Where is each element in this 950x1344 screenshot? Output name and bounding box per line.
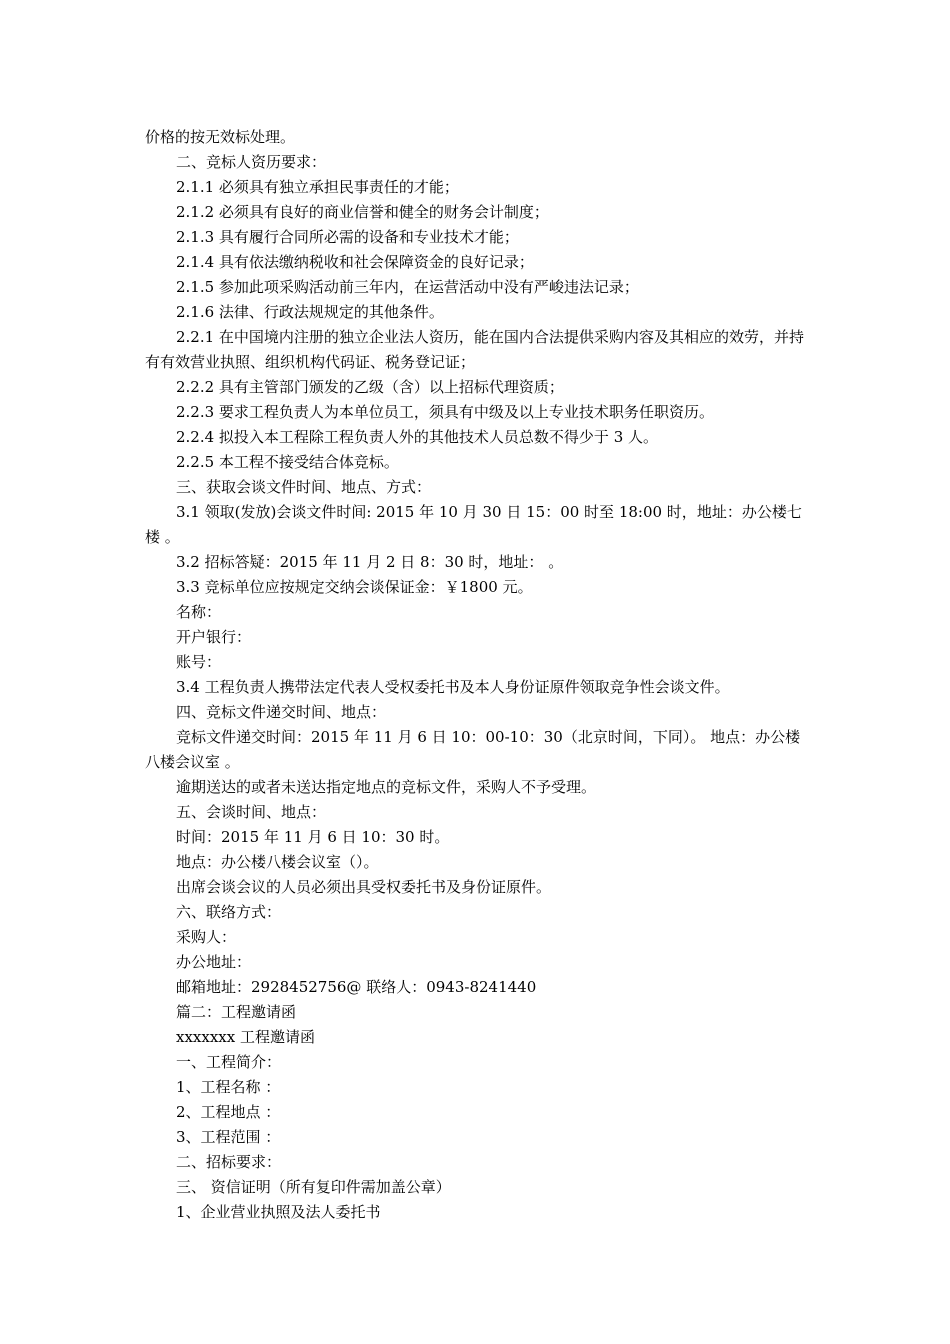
paragraph: 3.4 工程负责人携带法定代表人受权委托书及本人身份证原件领取竞争性会谈文件。 [176, 678, 730, 696]
paragraph: 二、竞标人资历要求： [176, 153, 327, 171]
paragraph: 2.2.1 在中国境内注册的独立企业法人资历，能在国内合法提供采购内容及其相应的效劳，并持有有效营业执照、组织机构代码证、税务登记证； [145, 328, 804, 371]
paragraph: 3、工程范围 ： [176, 1128, 281, 1146]
paragraph: 2.1.2 必须具有良好的商业信誉和健全的财务会计制度； [176, 203, 549, 221]
paragraph: 3.2 招标答疑：2015 年 11 月 2 日 8：30 时，地址： 。 [176, 553, 564, 571]
paragraph: 竞标文件递交时间：2015 年 11 月 6 日 10：00-10：30（北京时间，下同）。 地点：办公楼八楼会议室 。 [145, 728, 801, 771]
paragraph: 3.1 领取(发放)会谈文件时间: 2015 年 10 月 30 日 15：00 时至 18:00 时，地址：办公楼七楼 。 [145, 503, 802, 546]
paragraph: 时间：2015 年 11 月 6 日 10：30 时。 [176, 828, 450, 846]
paragraph: 逾期送达的或者未送达指定地点的竞标文件，采购人不予受理。 [176, 778, 597, 796]
paragraph: 三、 资信证明（所有复印件需加盖公章） [176, 1178, 451, 1196]
paragraph: 六、联络方式： [176, 903, 282, 921]
paragraph: 1、工程名称 ： [176, 1078, 281, 1096]
paragraph: 2、工程地点 ： [176, 1103, 281, 1121]
paragraph: 开户银行： [176, 628, 252, 646]
paragraph: 2.2.3 要求工程负责人为本单位员工，须具有中级及以上专业技术职务任职资历。 [176, 403, 714, 421]
paragraph: 2.2.5 本工程不接受结合体竞标。 [176, 453, 399, 471]
paragraph: 1、企业营业执照及法人委托书 [176, 1203, 381, 1221]
paragraph: 2.1.5 参加此项采购活动前三年内，在运营活动中没有严峻违法记录； [176, 278, 639, 296]
paragraph: 四、竞标文件递交时间、地点： [176, 703, 387, 721]
paragraph: 3.3 竞标单位应按规定交纳会谈保证金：￥1800 元。 [176, 578, 533, 596]
paragraph: 价格的按无效标处理。 [145, 128, 296, 146]
document-body [145, 125, 807, 1225]
paragraph: 账号： [176, 653, 222, 671]
paragraph: 2.1.3 具有履行合同所必需的设备和专业技术才能； [176, 228, 519, 246]
paragraph: 五、会谈时间、地点： [176, 803, 327, 821]
paragraph: 2.2.4 拟投入本工程除工程负责人外的其他技术人员总数不得少于 3 人。 [176, 428, 659, 446]
paragraph: 名称： [176, 603, 222, 621]
paragraph: 出席会谈会议的人员必须出具受权委托书及身份证原件。 [176, 878, 552, 896]
paragraph: 采购人： [176, 928, 237, 946]
paragraph: 2.1.1 必须具有独立承担民事责任的才能； [176, 178, 459, 196]
paragraph: 2.1.4 具有依法缴纳税收和社会保障资金的良好记录； [176, 253, 534, 271]
paragraph: 邮箱地址：2928452756@ 联络人：0943-8241440 [176, 978, 537, 996]
paragraph: xxxxxxx 工程邀请函 [176, 1028, 315, 1046]
paragraph: 2.2.2 具有主管部门颁发的乙级（含）以上招标代理资质； [176, 378, 564, 396]
paragraph: 二、招标要求： [176, 1153, 282, 1171]
paragraph: 2.1.6 法律、行政法规规定的其他条件。 [176, 303, 444, 321]
paragraph: 办公地址： [176, 953, 252, 971]
paragraph: 三、获取会谈文件时间、地点、方式： [176, 478, 432, 496]
paragraph: 一、工程简介： [176, 1053, 282, 1071]
paragraph: 篇二：工程邀请函 [176, 1003, 297, 1021]
paragraph: 地点：办公楼八楼会议室（）。 [176, 853, 379, 871]
